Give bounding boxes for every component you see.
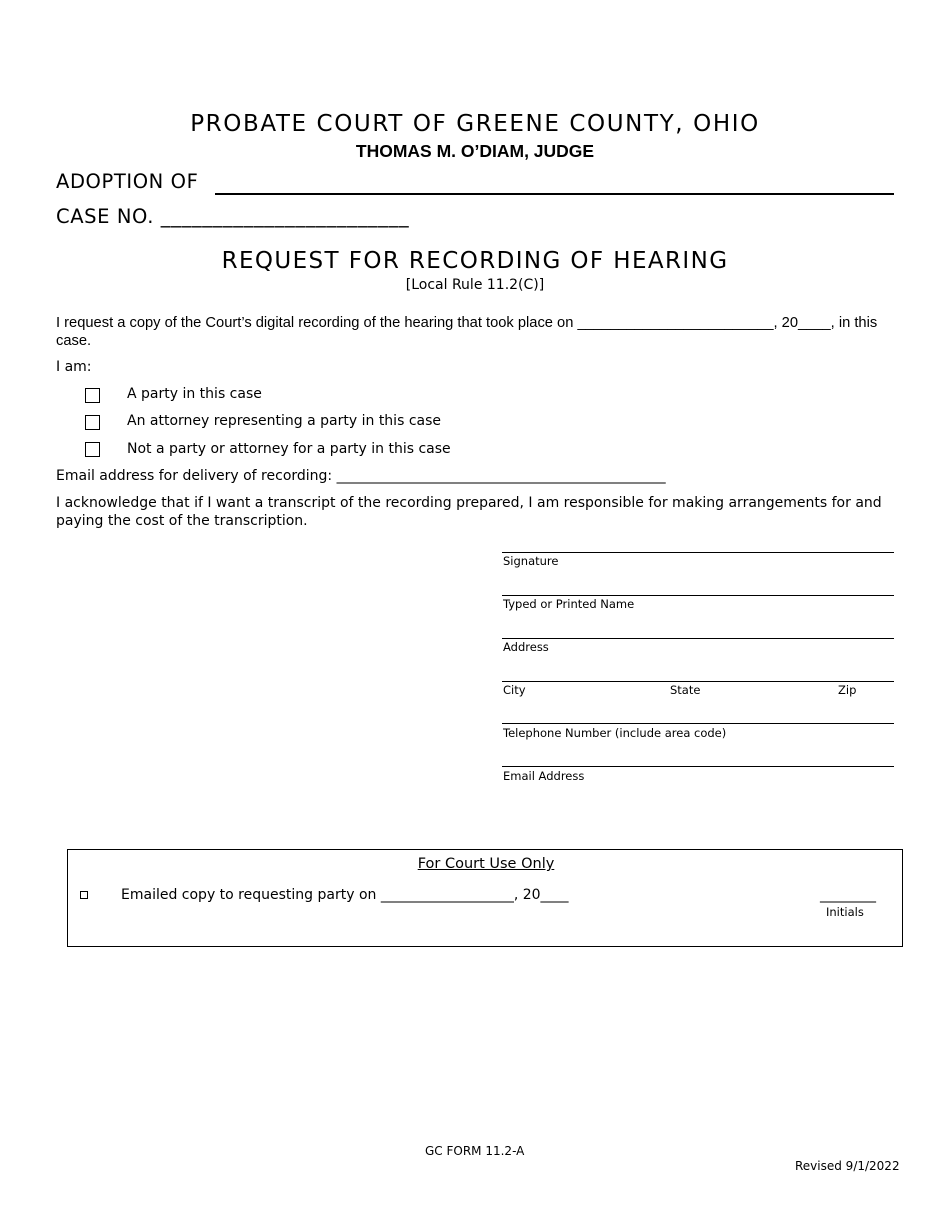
address-label: Address — [503, 640, 549, 654]
printed-name-line[interactable] — [502, 595, 894, 596]
request-statement[interactable]: I request a copy of the Court’s digital recording of the hearing that took place on ________________________, 20____, in this case. — [56, 315, 878, 349]
telephone-line[interactable] — [502, 723, 894, 724]
emailed-copy-text[interactable]: Emailed copy to requesting party on ___________________, 20____ — [121, 887, 569, 903]
initials-field[interactable]: ________ — [820, 887, 876, 903]
adoption-of-field[interactable] — [215, 193, 894, 195]
party-checkbox[interactable] — [85, 388, 100, 403]
court-title: PROBATE COURT OF GREENE COUNTY, OHIO — [190, 111, 760, 137]
revised-date: Revised 9/1/2022 — [795, 1159, 900, 1173]
city-state-zip-line[interactable] — [502, 681, 894, 682]
zip-label: Zip — [838, 683, 857, 697]
form-number: GC FORM 11.2-A — [425, 1144, 525, 1158]
acknowledgement-text: I acknowledge that if I want a transcript of the recording prepared, I am responsible for making arrangements for and paying the cost of the transcription. — [56, 495, 882, 529]
party-option-label: A party in this case — [127, 386, 262, 402]
signature-label: Signature — [503, 554, 559, 568]
adoption-of-label: ADOPTION OF — [56, 170, 199, 193]
case-number-field[interactable]: CASE NO. ________________________ — [56, 205, 410, 228]
court-use-title: For Court Use Only — [417, 856, 555, 872]
judge-name: THOMAS M. O’DIAM, JUDGE — [355, 141, 595, 161]
non-party-option-label: Not a party or attorney for a party in this case — [127, 441, 451, 457]
email-address-line[interactable] — [502, 766, 894, 767]
telephone-label: Telephone Number (include area code) — [503, 726, 727, 740]
local-rule-reference: [Local Rule 11.2(C)] — [405, 277, 545, 293]
emailed-checkbox[interactable] — [80, 891, 88, 899]
state-label: State — [670, 683, 701, 697]
signature-line[interactable] — [502, 552, 894, 553]
delivery-email-field[interactable]: Email address for delivery of recording: _______________________________________________ — [56, 468, 666, 484]
address-line[interactable] — [502, 638, 894, 639]
non-party-checkbox[interactable] — [85, 442, 100, 457]
email-address-label: Email Address — [503, 769, 585, 783]
initials-label: Initials — [826, 905, 864, 919]
attorney-checkbox[interactable] — [85, 415, 100, 430]
form-title: REQUEST FOR RECORDING OF HEARING — [221, 248, 729, 274]
attorney-option-label: An attorney representing a party in this case — [127, 413, 442, 429]
court-use-box — [67, 849, 903, 947]
city-label: City — [503, 683, 526, 697]
i-am-label: I am: — [56, 359, 92, 375]
printed-name-label: Typed or Printed Name — [503, 597, 635, 611]
